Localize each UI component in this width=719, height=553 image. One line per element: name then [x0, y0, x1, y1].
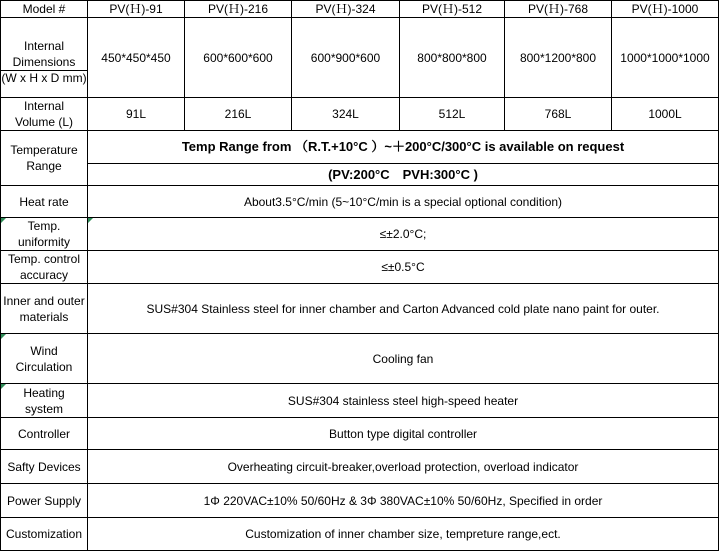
- comment-marker-icon: [1, 334, 6, 339]
- row-temperature-1: [1, 131, 719, 164]
- wind-label-cell: [1, 334, 88, 384]
- temperature-limits-text: (PV:200°C PVH:300°C ): [88, 164, 719, 186]
- safety-label: Safty Devices: [1, 450, 88, 484]
- materials-value: SUS#304 Stainless steel for inner chamber and Carton Advanced cold plate nano paint for outer.: [88, 284, 719, 334]
- row-heat-rate: [1, 186, 719, 218]
- model-cell: PV(Ｈ)-91: [88, 1, 185, 18]
- dimension-cell: 450*450*450: [88, 18, 185, 98]
- comment-marker-icon: [88, 218, 93, 223]
- uniformity-value: ≤±2.0°C;: [379, 227, 427, 241]
- heat-rate-label: Heat rate: [1, 186, 88, 218]
- accuracy-value: ≤±0.5°C: [88, 251, 719, 284]
- safety-value: Overheating circuit-breaker,overload protection, overload indicator: [88, 450, 719, 484]
- row-power: [1, 484, 719, 518]
- temperature-label: Temperature Range: [1, 131, 88, 186]
- comment-marker-icon: [1, 384, 6, 389]
- row-uniformity: [1, 218, 719, 251]
- volume-cell: 1000L: [612, 98, 719, 131]
- customization-label: Customization: [1, 518, 88, 551]
- volume-label: Internal Volume (L): [1, 98, 88, 131]
- accuracy-label: Temp. control accuracy: [1, 251, 88, 284]
- uniformity-value-cell: [88, 218, 719, 251]
- row-dimensions: [1, 18, 719, 98]
- comment-marker-icon: [1, 218, 6, 223]
- dimension-cell: 600*600*600: [185, 18, 292, 98]
- volume-cell: 324L: [292, 98, 400, 131]
- model-cell: PV(Ｈ)-768: [505, 1, 612, 18]
- wind-label: Wind Circulation: [15, 343, 73, 374]
- dimension-cell: 1000*1000*1000: [612, 18, 719, 98]
- power-value: 1Φ 220VAC±10% 50/60Hz & 3Φ 380VAC±10% 50/60Hz, Specified in order: [88, 484, 719, 518]
- row-heating: [1, 384, 719, 418]
- row-volume: [1, 98, 719, 131]
- dimension-cell: 800*1200*800: [505, 18, 612, 98]
- model-cell: PV(Ｈ)-1000: [612, 1, 719, 18]
- row-accuracy: [1, 251, 719, 284]
- heating-value: SUS#304 stainless steel high-speed heater: [88, 384, 719, 418]
- materials-label: Inner and outer materials: [1, 284, 88, 334]
- volume-cell: 216L: [185, 98, 292, 131]
- heat-rate-value: About3.5°C/min (5~10°C/min is a special optional condition): [88, 186, 719, 218]
- row-temperature-2: [1, 164, 719, 186]
- dimension-cell: 600*900*600: [292, 18, 400, 98]
- dimension-cell: 800*800*800: [400, 18, 505, 98]
- row-materials: [1, 284, 719, 334]
- row-safety: [1, 450, 719, 484]
- model-label: Model #: [1, 1, 88, 18]
- wind-value: Cooling fan: [88, 334, 719, 384]
- row-wind: [1, 334, 719, 384]
- dimensions-label-cell: [1, 18, 88, 98]
- volume-cell: 512L: [400, 98, 505, 131]
- volume-cell: 768L: [505, 98, 612, 131]
- row-customization: [1, 518, 719, 551]
- customization-value: Customization of inner chamber size, tempreture range,ect.: [88, 518, 719, 551]
- model-cell: PV(Ｈ)-216: [185, 1, 292, 18]
- controller-label: Controller: [1, 418, 88, 450]
- heating-label: Heating system: [23, 385, 65, 416]
- volume-cell: 91L: [88, 98, 185, 131]
- row-model: [1, 1, 719, 18]
- dimensions-sublabel: (W x H x D mm): [1, 70, 87, 85]
- model-cell: PV(Ｈ)-512: [400, 1, 505, 18]
- uniformity-label-cell: [1, 218, 88, 251]
- controller-value: Button type digital controller: [88, 418, 719, 450]
- dimensions-label: Internal Dimensions: [1, 30, 88, 71]
- row-controller: [1, 418, 719, 450]
- model-cell: PV(Ｈ)-324: [292, 1, 400, 18]
- temperature-range-text: Temp Range from （R.T.+10°C ）~＋200°C/300°C is available on request: [88, 131, 719, 164]
- uniformity-label: Temp. uniformity: [17, 219, 70, 249]
- power-label: Power Supply: [1, 484, 88, 518]
- heating-label-cell: [1, 384, 88, 418]
